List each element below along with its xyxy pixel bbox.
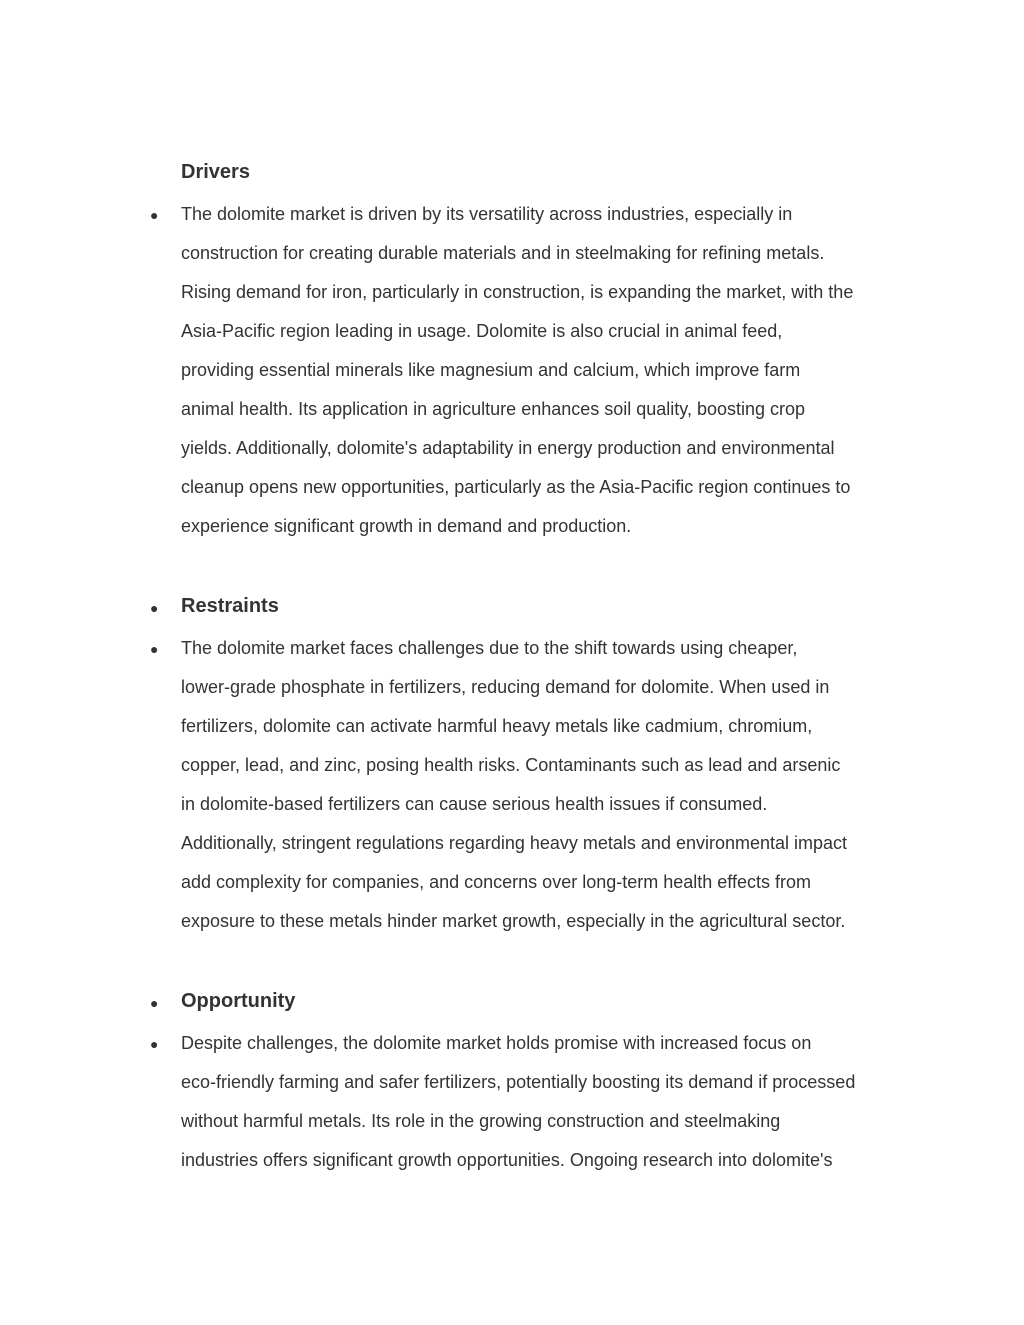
text-line: The dolomite market faces challenges due to the shift towards using cheaper, (181, 638, 798, 658)
text-line: Asia-Pacific region leading in usage. Dolomite is also crucial in animal feed, (181, 321, 783, 341)
text-line: without harmful metals. Its role in the growing construction and steelmaking (181, 1111, 781, 1131)
section-heading-drivers: Drivers (181, 161, 250, 183)
text-line: providing essential minerals like magnesium and calcium, which improve farm (181, 360, 801, 380)
bullet-marker: ● (150, 207, 159, 223)
bullet-marker: ● (150, 641, 159, 657)
text-line: The dolomite market is driven by its versatility across industries, especially in (181, 204, 793, 224)
text-line: animal health. Its application in agriculture enhances soil quality, boosting crop (181, 399, 806, 419)
text-line: lower-grade phosphate in fertilizers, reducing demand for dolomite. When used in (181, 677, 830, 697)
paragraph-opportunity (181, 1024, 911, 1180)
text-line: copper, lead, and zinc, posing health risks. Contaminants such as lead and arsenic (181, 755, 841, 775)
bullet-marker: ● (150, 1036, 159, 1052)
text-line: construction for creating durable materials and in steelmaking for refining metals. (181, 243, 825, 263)
text-line: exposure to these metals hinder market growth, especially in the agricultural sector. (181, 911, 846, 931)
paragraph-restraints (181, 629, 911, 941)
text-line: Rising demand for iron, particularly in construction, is expanding the market, with the (181, 282, 854, 302)
text-line: yields. Additionally, dolomite's adaptability in energy production and environmental (181, 438, 835, 458)
section-heading-opportunity: Opportunity (181, 990, 296, 1012)
text-line: Despite challenges, the dolomite market holds promise with increased focus on (181, 1033, 812, 1053)
bullet-marker: ● (150, 995, 159, 1011)
paragraph-drivers (181, 195, 911, 546)
text-line: Additionally, stringent regulations regarding heavy metals and environmental impact (181, 833, 848, 853)
text-line: experience significant growth in demand and production. (181, 516, 632, 536)
text-line: in dolomite-based fertilizers can cause serious health issues if consumed. (181, 794, 768, 814)
bullet-marker: ● (150, 600, 159, 616)
text-line: eco-friendly farming and safer fertilizers, potentially boosting its demand if processed (181, 1072, 856, 1092)
text-line: add complexity for companies, and concerns over long-term health effects from (181, 872, 811, 892)
text-line: cleanup opens new opportunities, particularly as the Asia-Pacific region continues to (181, 477, 851, 497)
section-heading-restraints: Restraints (181, 595, 279, 617)
text-line: industries offers significant growth opportunities. Ongoing research into dolomite's (181, 1150, 833, 1170)
text-line: fertilizers, dolomite can activate harmful heavy metals like cadmium, chromium, (181, 716, 813, 736)
